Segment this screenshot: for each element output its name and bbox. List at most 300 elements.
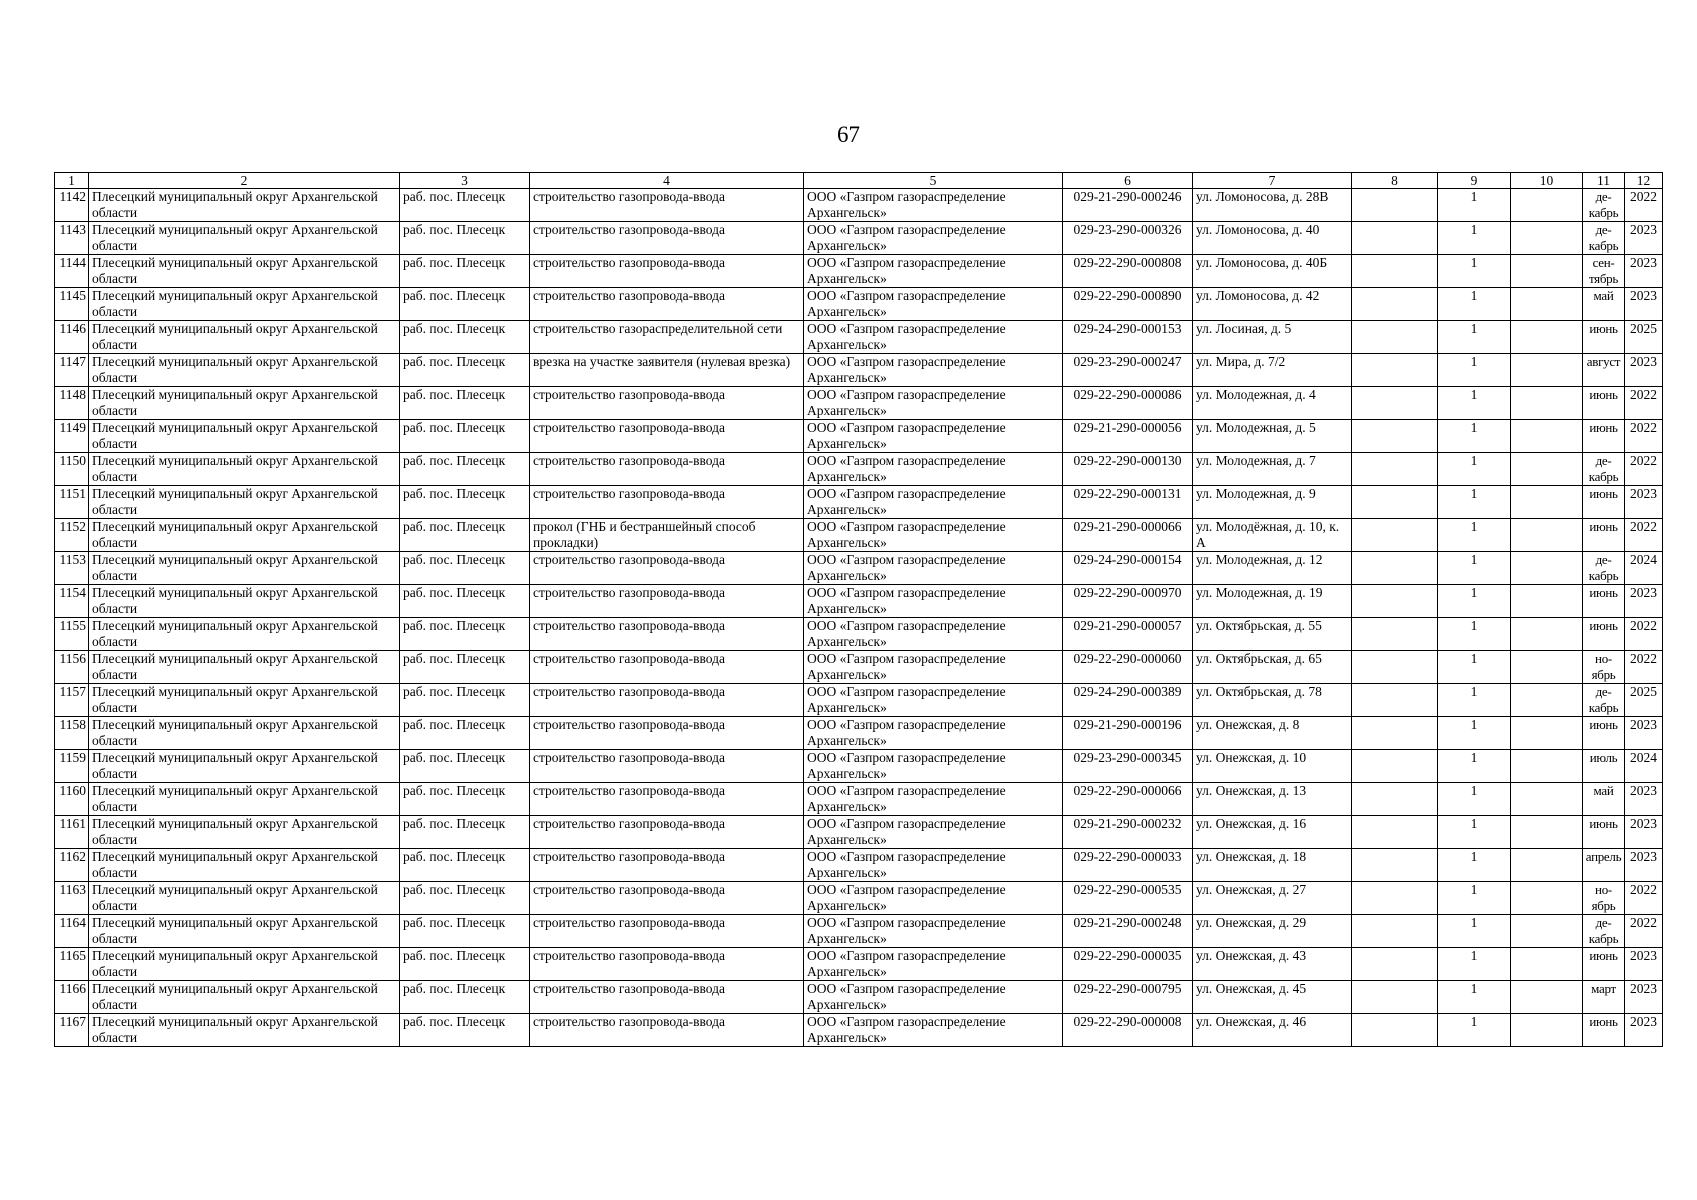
- column-header: 2: [89, 173, 400, 189]
- municipality-cell: Плесецкий муниципальный округ Архангельской области: [89, 288, 400, 321]
- address-cell: ул. Молодежная, д. 7: [1193, 453, 1352, 486]
- settlement-cell: раб. пос. Плесецк: [400, 651, 530, 684]
- work-type-cell: строительство газопровода-ввода: [530, 420, 804, 453]
- address-cell: ул. Онежская, д. 13: [1193, 783, 1352, 816]
- year-cell: 2022: [1625, 387, 1663, 420]
- year-cell: 2023: [1625, 717, 1663, 750]
- column-10-cell: [1511, 882, 1583, 915]
- application-number-cell: 029-22-290-000066: [1063, 783, 1193, 816]
- organization-cell: ООО «Газпром газораспределение Архангельск»: [804, 750, 1063, 783]
- year-cell: 2023: [1625, 585, 1663, 618]
- column-10-cell: [1511, 222, 1583, 255]
- column-10-cell: [1511, 486, 1583, 519]
- settlement-cell: раб. пос. Плесецк: [400, 849, 530, 882]
- application-number-cell: 029-21-290-000066: [1063, 519, 1193, 552]
- row-number-cell: 1165: [55, 948, 89, 981]
- municipality-cell: Плесецкий муниципальный округ Архангельской области: [89, 552, 400, 585]
- month-cell: но-ябрь: [1583, 882, 1625, 915]
- column-10-cell: [1511, 1014, 1583, 1047]
- column-10-cell: [1511, 618, 1583, 651]
- quantity-cell: 1: [1438, 420, 1511, 453]
- work-type-cell: врезка на участке заявителя (нулевая врезка): [530, 354, 804, 387]
- application-number-cell: 029-22-290-000035: [1063, 948, 1193, 981]
- municipality-cell: Плесецкий муниципальный округ Архангельской области: [89, 354, 400, 387]
- quantity-cell: 1: [1438, 816, 1511, 849]
- row-number-cell: 1161: [55, 816, 89, 849]
- work-type-cell: строительство газораспределительной сети: [530, 321, 804, 354]
- municipality-cell: Плесецкий муниципальный округ Архангельской области: [89, 948, 400, 981]
- table-row: [55, 486, 1663, 519]
- year-cell: 2023: [1625, 354, 1663, 387]
- quantity-cell: 1: [1438, 882, 1511, 915]
- column-8-cell: [1352, 783, 1438, 816]
- column-header: 4: [530, 173, 804, 189]
- address-cell: ул. Онежская, д. 16: [1193, 816, 1352, 849]
- row-number-cell: 1151: [55, 486, 89, 519]
- year-cell: 2025: [1625, 321, 1663, 354]
- work-type-cell: строительство газопровода-ввода: [530, 948, 804, 981]
- row-number-cell: 1157: [55, 684, 89, 717]
- column-10-cell: [1511, 189, 1583, 222]
- organization-cell: ООО «Газпром газораспределение Архангельск»: [804, 255, 1063, 288]
- column-8-cell: [1352, 288, 1438, 321]
- row-number-cell: 1155: [55, 618, 89, 651]
- organization-cell: ООО «Газпром газораспределение Архангельск»: [804, 618, 1063, 651]
- year-cell: 2023: [1625, 783, 1663, 816]
- settlement-cell: раб. пос. Плесецк: [400, 1014, 530, 1047]
- work-type-cell: строительство газопровода-ввода: [530, 618, 804, 651]
- table-row: [55, 981, 1663, 1014]
- year-cell: 2024: [1625, 750, 1663, 783]
- address-cell: ул. Молодежная, д. 12: [1193, 552, 1352, 585]
- row-number-cell: 1153: [55, 552, 89, 585]
- year-cell: 2022: [1625, 882, 1663, 915]
- application-number-cell: 029-22-290-000795: [1063, 981, 1193, 1014]
- column-10-cell: [1511, 816, 1583, 849]
- work-type-cell: строительство газопровода-ввода: [530, 222, 804, 255]
- column-8-cell: [1352, 321, 1438, 354]
- table-row: [55, 585, 1663, 618]
- quantity-cell: 1: [1438, 981, 1511, 1014]
- address-cell: ул. Октябрьская, д. 78: [1193, 684, 1352, 717]
- column-8-cell: [1352, 816, 1438, 849]
- row-number-cell: 1144: [55, 255, 89, 288]
- work-type-cell: строительство газопровода-ввода: [530, 783, 804, 816]
- municipality-cell: Плесецкий муниципальный округ Архангельской области: [89, 915, 400, 948]
- column-8-cell: [1352, 387, 1438, 420]
- month-cell: июль: [1583, 750, 1625, 783]
- column-10-cell: [1511, 783, 1583, 816]
- application-number-cell: 029-21-290-000248: [1063, 915, 1193, 948]
- settlement-cell: раб. пос. Плесецк: [400, 552, 530, 585]
- work-type-cell: строительство газопровода-ввода: [530, 1014, 804, 1047]
- year-cell: 2022: [1625, 453, 1663, 486]
- column-8-cell: [1352, 552, 1438, 585]
- application-number-cell: 029-22-290-000808: [1063, 255, 1193, 288]
- table-row: [55, 255, 1663, 288]
- organization-cell: ООО «Газпром газораспределение Архангельск»: [804, 321, 1063, 354]
- work-type-cell: строительство газопровода-ввода: [530, 189, 804, 222]
- quantity-cell: 1: [1438, 387, 1511, 420]
- municipality-cell: Плесецкий муниципальный округ Архангельской области: [89, 618, 400, 651]
- column-10-cell: [1511, 552, 1583, 585]
- organization-cell: ООО «Газпром газораспределение Архангельск»: [804, 1014, 1063, 1047]
- work-type-cell: строительство газопровода-ввода: [530, 849, 804, 882]
- organization-cell: ООО «Газпром газораспределение Архангельск»: [804, 354, 1063, 387]
- column-header: 9: [1438, 173, 1511, 189]
- column-8-cell: [1352, 255, 1438, 288]
- year-cell: 2023: [1625, 1014, 1663, 1047]
- work-type-cell: строительство газопровода-ввода: [530, 981, 804, 1014]
- quantity-cell: 1: [1438, 321, 1511, 354]
- application-number-cell: 029-24-290-000153: [1063, 321, 1193, 354]
- municipality-cell: Плесецкий муниципальный округ Архангельской области: [89, 519, 400, 552]
- quantity-cell: 1: [1438, 486, 1511, 519]
- row-number-cell: 1167: [55, 1014, 89, 1047]
- address-cell: ул. Молодёжная, д. 10, к. А: [1193, 519, 1352, 552]
- organization-cell: ООО «Газпром газораспределение Архангельск»: [804, 486, 1063, 519]
- column-10-cell: [1511, 717, 1583, 750]
- quantity-cell: 1: [1438, 750, 1511, 783]
- month-cell: июнь: [1583, 585, 1625, 618]
- municipality-cell: Плесецкий муниципальный округ Архангельской области: [89, 222, 400, 255]
- application-number-cell: 029-22-290-000131: [1063, 486, 1193, 519]
- organization-cell: ООО «Газпром газораспределение Архангельск»: [804, 420, 1063, 453]
- quantity-cell: 1: [1438, 618, 1511, 651]
- month-cell: апрель: [1583, 849, 1625, 882]
- address-cell: ул. Ломоносова, д. 40: [1193, 222, 1352, 255]
- table-row: [55, 519, 1663, 552]
- column-10-cell: [1511, 849, 1583, 882]
- application-number-cell: 029-21-290-000246: [1063, 189, 1193, 222]
- settlement-cell: раб. пос. Плесецк: [400, 288, 530, 321]
- month-cell: де-кабрь: [1583, 453, 1625, 486]
- quantity-cell: 1: [1438, 651, 1511, 684]
- column-10-cell: [1511, 321, 1583, 354]
- column-8-cell: [1352, 717, 1438, 750]
- table-row: [55, 849, 1663, 882]
- municipality-cell: Плесецкий муниципальный округ Архангельской области: [89, 1014, 400, 1047]
- row-number-cell: 1158: [55, 717, 89, 750]
- month-cell: сен-тябрь: [1583, 255, 1625, 288]
- settlement-cell: раб. пос. Плесецк: [400, 453, 530, 486]
- quantity-cell: 1: [1438, 189, 1511, 222]
- work-type-cell: прокол (ГНБ и бестраншейный способ прокладки): [530, 519, 804, 552]
- organization-cell: ООО «Газпром газораспределение Архангельск»: [804, 684, 1063, 717]
- column-8-cell: [1352, 750, 1438, 783]
- table-row: [55, 948, 1663, 981]
- year-cell: 2023: [1625, 288, 1663, 321]
- organization-cell: ООО «Газпром газораспределение Архангельск»: [804, 453, 1063, 486]
- year-cell: 2023: [1625, 948, 1663, 981]
- month-cell: май: [1583, 783, 1625, 816]
- quantity-cell: 1: [1438, 519, 1511, 552]
- settlement-cell: раб. пос. Плесецк: [400, 486, 530, 519]
- application-number-cell: 029-22-290-000060: [1063, 651, 1193, 684]
- column-8-cell: [1352, 585, 1438, 618]
- month-cell: июнь: [1583, 321, 1625, 354]
- year-cell: 2022: [1625, 618, 1663, 651]
- application-number-cell: 029-22-290-000086: [1063, 387, 1193, 420]
- year-cell: 2023: [1625, 222, 1663, 255]
- settlement-cell: раб. пос. Плесецк: [400, 882, 530, 915]
- organization-cell: ООО «Газпром газораспределение Архангельск»: [804, 552, 1063, 585]
- quantity-cell: 1: [1438, 684, 1511, 717]
- column-8-cell: [1352, 354, 1438, 387]
- month-cell: июнь: [1583, 618, 1625, 651]
- address-cell: ул. Онежская, д. 45: [1193, 981, 1352, 1014]
- application-number-cell: 029-21-290-000232: [1063, 816, 1193, 849]
- column-8-cell: [1352, 882, 1438, 915]
- table-row: [55, 288, 1663, 321]
- column-10-cell: [1511, 585, 1583, 618]
- table-row: [55, 684, 1663, 717]
- column-10-cell: [1511, 684, 1583, 717]
- application-number-cell: 029-21-290-000056: [1063, 420, 1193, 453]
- work-type-cell: строительство газопровода-ввода: [530, 684, 804, 717]
- municipality-cell: Плесецкий муниципальный округ Архангельской области: [89, 387, 400, 420]
- settlement-cell: раб. пос. Плесецк: [400, 783, 530, 816]
- settlement-cell: раб. пос. Плесецк: [400, 222, 530, 255]
- settlement-cell: раб. пос. Плесецк: [400, 585, 530, 618]
- registry-table: [54, 172, 1663, 1047]
- address-cell: ул. Октябрьская, д. 55: [1193, 618, 1352, 651]
- month-cell: июнь: [1583, 717, 1625, 750]
- month-cell: июнь: [1583, 1014, 1625, 1047]
- table-row: [55, 882, 1663, 915]
- table-row: [55, 717, 1663, 750]
- settlement-cell: раб. пос. Плесецк: [400, 189, 530, 222]
- table-row: [55, 816, 1663, 849]
- municipality-cell: Плесецкий муниципальный округ Архангельской области: [89, 717, 400, 750]
- row-number-cell: 1154: [55, 585, 89, 618]
- municipality-cell: Плесецкий муниципальный округ Архангельской области: [89, 882, 400, 915]
- application-number-cell: 029-22-290-000008: [1063, 1014, 1193, 1047]
- month-cell: июнь: [1583, 816, 1625, 849]
- application-number-cell: 029-21-290-000196: [1063, 717, 1193, 750]
- municipality-cell: Плесецкий муниципальный округ Архангельской области: [89, 189, 400, 222]
- organization-cell: ООО «Газпром газораспределение Архангельск»: [804, 948, 1063, 981]
- month-cell: август: [1583, 354, 1625, 387]
- column-header: 7: [1193, 173, 1352, 189]
- quantity-cell: 1: [1438, 948, 1511, 981]
- row-number-cell: 1148: [55, 387, 89, 420]
- address-cell: ул. Ломоносова, д. 28В: [1193, 189, 1352, 222]
- column-10-cell: [1511, 915, 1583, 948]
- table-row: [55, 387, 1663, 420]
- application-number-cell: 029-24-290-000389: [1063, 684, 1193, 717]
- table-row: [55, 552, 1663, 585]
- settlement-cell: раб. пос. Плесецк: [400, 519, 530, 552]
- year-cell: 2022: [1625, 420, 1663, 453]
- organization-cell: ООО «Газпром газораспределение Архангельск»: [804, 585, 1063, 618]
- column-8-cell: [1352, 420, 1438, 453]
- address-cell: ул. Онежская, д. 27: [1193, 882, 1352, 915]
- row-number-cell: 1166: [55, 981, 89, 1014]
- table-row: [55, 618, 1663, 651]
- table-body: [55, 189, 1663, 1047]
- column-10-cell: [1511, 420, 1583, 453]
- column-8-cell: [1352, 222, 1438, 255]
- column-10-cell: [1511, 387, 1583, 420]
- organization-cell: ООО «Газпром газораспределение Архангельск»: [804, 717, 1063, 750]
- table-row: [55, 750, 1663, 783]
- month-cell: июнь: [1583, 519, 1625, 552]
- quantity-cell: 1: [1438, 552, 1511, 585]
- column-header: 11: [1583, 173, 1625, 189]
- settlement-cell: раб. пос. Плесецк: [400, 750, 530, 783]
- settlement-cell: раб. пос. Плесецк: [400, 915, 530, 948]
- address-cell: ул. Онежская, д. 18: [1193, 849, 1352, 882]
- organization-cell: ООО «Газпром газораспределение Архангельск»: [804, 387, 1063, 420]
- column-header: 1: [55, 173, 89, 189]
- quantity-cell: 1: [1438, 288, 1511, 321]
- address-cell: ул. Онежская, д. 8: [1193, 717, 1352, 750]
- column-10-cell: [1511, 288, 1583, 321]
- year-cell: 2023: [1625, 981, 1663, 1014]
- address-cell: ул. Ломоносова, д. 42: [1193, 288, 1352, 321]
- year-cell: 2023: [1625, 486, 1663, 519]
- column-header: 10: [1511, 173, 1583, 189]
- application-number-cell: 029-22-290-000890: [1063, 288, 1193, 321]
- application-number-cell: 029-23-290-000326: [1063, 222, 1193, 255]
- municipality-cell: Плесецкий муниципальный округ Архангельской области: [89, 981, 400, 1014]
- work-type-cell: строительство газопровода-ввода: [530, 816, 804, 849]
- quantity-cell: 1: [1438, 255, 1511, 288]
- municipality-cell: Плесецкий муниципальный округ Архангельской области: [89, 321, 400, 354]
- quantity-cell: 1: [1438, 849, 1511, 882]
- address-cell: ул. Онежская, д. 10: [1193, 750, 1352, 783]
- municipality-cell: Плесецкий муниципальный округ Архангельской области: [89, 750, 400, 783]
- row-number-cell: 1152: [55, 519, 89, 552]
- organization-cell: ООО «Газпром газораспределение Архангельск»: [804, 189, 1063, 222]
- column-8-cell: [1352, 618, 1438, 651]
- column-10-cell: [1511, 651, 1583, 684]
- row-number-cell: 1159: [55, 750, 89, 783]
- application-number-cell: 029-21-290-000057: [1063, 618, 1193, 651]
- month-cell: де-кабрь: [1583, 552, 1625, 585]
- column-10-cell: [1511, 948, 1583, 981]
- year-cell: 2023: [1625, 816, 1663, 849]
- column-8-cell: [1352, 486, 1438, 519]
- address-cell: ул. Молодежная, д. 19: [1193, 585, 1352, 618]
- work-type-cell: строительство газопровода-ввода: [530, 651, 804, 684]
- column-10-cell: [1511, 453, 1583, 486]
- address-cell: ул. Онежская, д. 46: [1193, 1014, 1352, 1047]
- year-cell: 2022: [1625, 915, 1663, 948]
- address-cell: ул. Лосиная, д. 5: [1193, 321, 1352, 354]
- quantity-cell: 1: [1438, 453, 1511, 486]
- municipality-cell: Плесецкий муниципальный округ Архангельской области: [89, 420, 400, 453]
- table-row: [55, 420, 1663, 453]
- column-8-cell: [1352, 189, 1438, 222]
- address-cell: ул. Октябрьская, д. 65: [1193, 651, 1352, 684]
- organization-cell: ООО «Газпром газораспределение Архангельск»: [804, 519, 1063, 552]
- organization-cell: ООО «Газпром газораспределение Архангельск»: [804, 981, 1063, 1014]
- quantity-cell: 1: [1438, 222, 1511, 255]
- municipality-cell: Плесецкий муниципальный округ Архангельской области: [89, 816, 400, 849]
- row-number-cell: 1149: [55, 420, 89, 453]
- row-number-cell: 1156: [55, 651, 89, 684]
- settlement-cell: раб. пос. Плесецк: [400, 618, 530, 651]
- work-type-cell: строительство газопровода-ввода: [530, 255, 804, 288]
- settlement-cell: раб. пос. Плесецк: [400, 255, 530, 288]
- table-row: [55, 189, 1663, 222]
- column-header: 12: [1625, 173, 1663, 189]
- settlement-cell: раб. пос. Плесецк: [400, 816, 530, 849]
- year-cell: 2022: [1625, 651, 1663, 684]
- quantity-cell: 1: [1438, 915, 1511, 948]
- organization-cell: ООО «Газпром газораспределение Архангельск»: [804, 651, 1063, 684]
- address-cell: ул. Мира, д. 7/2: [1193, 354, 1352, 387]
- settlement-cell: раб. пос. Плесецк: [400, 321, 530, 354]
- month-cell: июнь: [1583, 420, 1625, 453]
- row-number-cell: 1150: [55, 453, 89, 486]
- row-number-cell: 1142: [55, 189, 89, 222]
- organization-cell: ООО «Газпром газораспределение Архангельск»: [804, 849, 1063, 882]
- organization-cell: ООО «Газпром газораспределение Архангельск»: [804, 882, 1063, 915]
- work-type-cell: строительство газопровода-ввода: [530, 882, 804, 915]
- quantity-cell: 1: [1438, 585, 1511, 618]
- column-8-cell: [1352, 651, 1438, 684]
- quantity-cell: 1: [1438, 783, 1511, 816]
- column-10-cell: [1511, 354, 1583, 387]
- column-8-cell: [1352, 519, 1438, 552]
- organization-cell: ООО «Газпром газораспределение Архангельск»: [804, 816, 1063, 849]
- address-cell: ул. Ломоносова, д. 40Б: [1193, 255, 1352, 288]
- settlement-cell: раб. пос. Плесецк: [400, 420, 530, 453]
- table-row: [55, 915, 1663, 948]
- municipality-cell: Плесецкий муниципальный округ Архангельской области: [89, 849, 400, 882]
- row-number-cell: 1145: [55, 288, 89, 321]
- month-cell: июнь: [1583, 387, 1625, 420]
- column-8-cell: [1352, 915, 1438, 948]
- municipality-cell: Плесецкий муниципальный округ Архангельской области: [89, 651, 400, 684]
- municipality-cell: Плесецкий муниципальный округ Архангельской области: [89, 783, 400, 816]
- month-cell: июнь: [1583, 486, 1625, 519]
- address-cell: ул. Молодежная, д. 5: [1193, 420, 1352, 453]
- month-cell: де-кабрь: [1583, 915, 1625, 948]
- month-cell: май: [1583, 288, 1625, 321]
- row-number-cell: 1147: [55, 354, 89, 387]
- application-number-cell: 029-23-290-000345: [1063, 750, 1193, 783]
- organization-cell: ООО «Газпром газораспределение Архангельск»: [804, 222, 1063, 255]
- application-number-cell: 029-22-290-000970: [1063, 585, 1193, 618]
- month-cell: март: [1583, 981, 1625, 1014]
- row-number-cell: 1143: [55, 222, 89, 255]
- table-row: [55, 321, 1663, 354]
- address-cell: ул. Молодежная, д. 9: [1193, 486, 1352, 519]
- address-cell: ул. Онежская, д. 43: [1193, 948, 1352, 981]
- table-row: [55, 453, 1663, 486]
- year-cell: 2022: [1625, 189, 1663, 222]
- page-number: 67: [837, 122, 860, 147]
- year-cell: 2023: [1625, 255, 1663, 288]
- table-row: [55, 783, 1663, 816]
- quantity-cell: 1: [1438, 717, 1511, 750]
- settlement-cell: раб. пос. Плесецк: [400, 387, 530, 420]
- table-row: [55, 354, 1663, 387]
- column-8-cell: [1352, 981, 1438, 1014]
- settlement-cell: раб. пос. Плесецк: [400, 717, 530, 750]
- application-number-cell: 029-22-290-000535: [1063, 882, 1193, 915]
- municipality-cell: Плесецкий муниципальный округ Архангельской области: [89, 585, 400, 618]
- address-cell: ул. Онежская, д. 29: [1193, 915, 1352, 948]
- settlement-cell: раб. пос. Плесецк: [400, 684, 530, 717]
- row-number-cell: 1162: [55, 849, 89, 882]
- year-cell: 2025: [1625, 684, 1663, 717]
- column-8-cell: [1352, 684, 1438, 717]
